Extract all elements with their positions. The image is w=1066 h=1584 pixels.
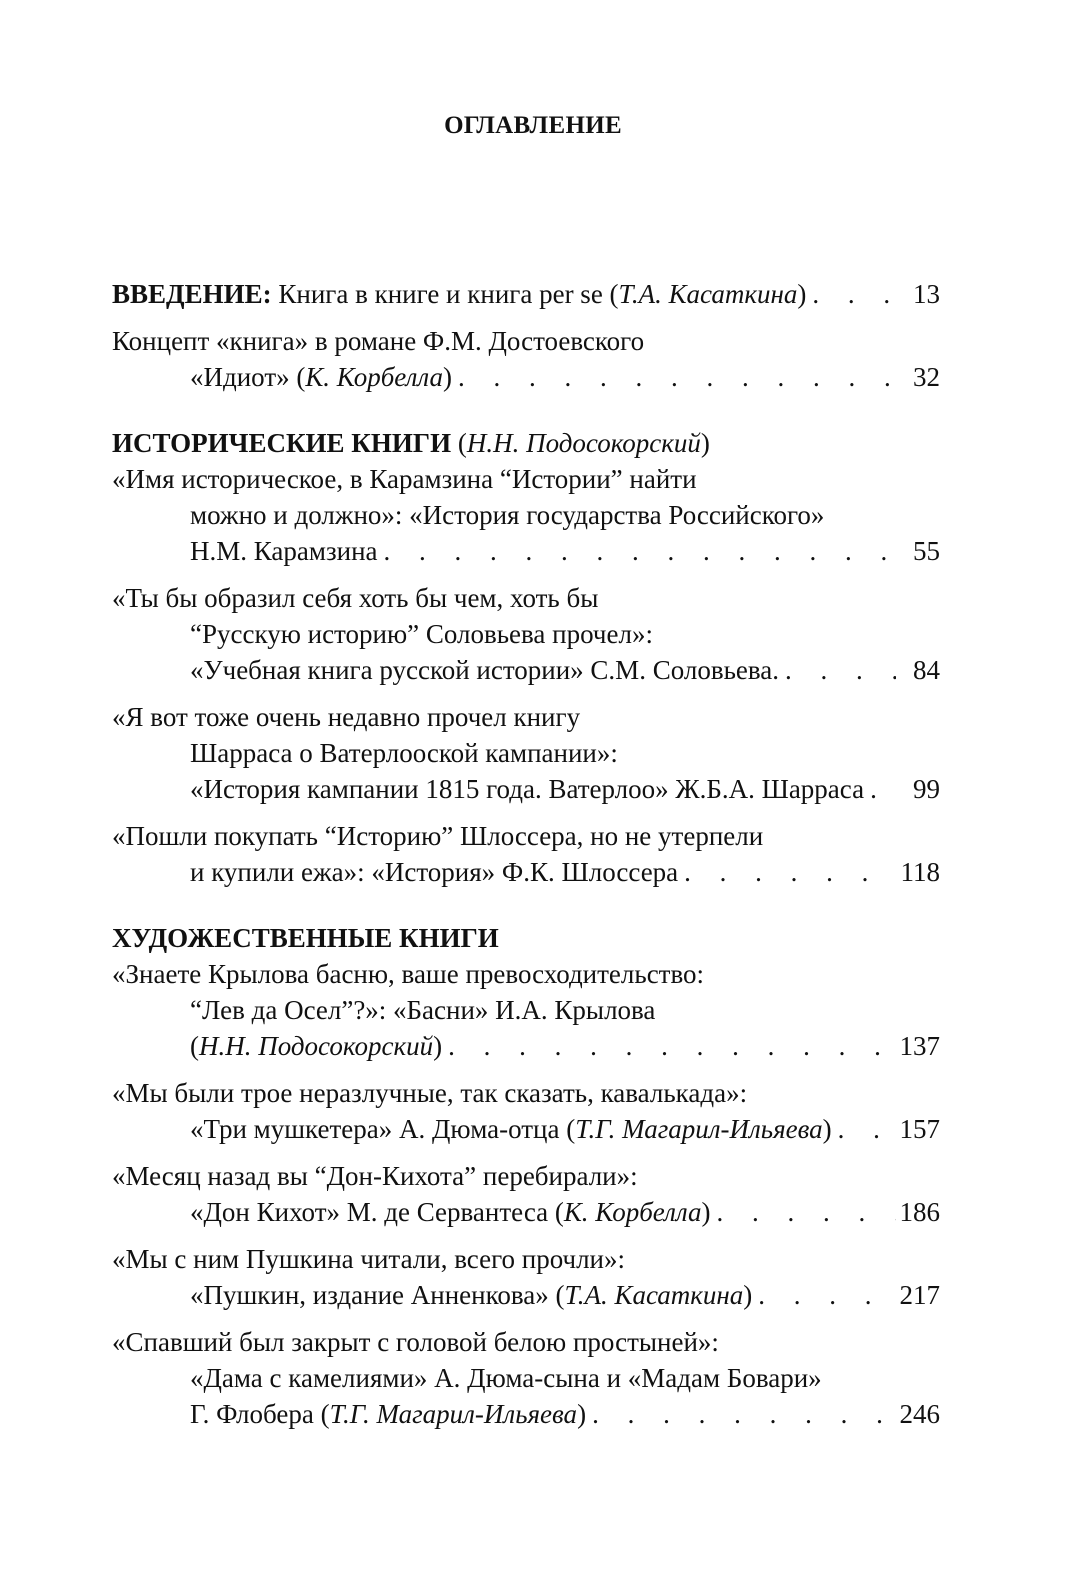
toc-entry-introduction[interactable] <box>112 276 940 312</box>
author-name: К. Корбелла <box>563 1197 702 1227</box>
page-number: 157 <box>899 1114 940 1144</box>
table-of-contents <box>112 276 940 1443</box>
toc-entry-idiot[interactable]: Концепт «книга» в романе Ф.М. Достоевского «Идиот» (К. Корбелла) . . . 32 <box>112 323 940 395</box>
dot-leader <box>838 1111 896 1147</box>
toc-entry-pushkin[interactable]: «Мы с ним Пушкина читали, всего прочли»: «Пушкин, издание Анненкова» (Т.А. Касаткина) . . . 217 <box>112 1241 940 1313</box>
page-number: 186 <box>899 1197 940 1227</box>
section-heading-fiction: ХУДОЖЕСТВЕННЫЕ КНИГИ <box>112 923 499 953</box>
dot-leader <box>785 652 896 688</box>
toc-entry-karamzin[interactable]: «Имя историческое, в Карамзина “Истории” найти можно и должно»: «История государства Российского» Н.М. Карамзина . . . 55 <box>112 461 940 569</box>
toc-entry-soloviev[interactable]: «Ты бы образил себя хоть бы чем, хоть бы “Русскую историю” Соловьева прочел»: «Учебная книга русской истории» С.М. Соловьева. . . . 84 <box>112 580 940 688</box>
entry-title: «Я вот тоже очень недавно прочел книгу <box>112 702 581 732</box>
page-number: 118 <box>900 857 940 887</box>
section-label: ВВЕДЕНИЕ: <box>112 279 272 309</box>
dot-leader <box>448 1028 896 1064</box>
entry-title: ВВЕДЕНИЕ: Книга в книге и книга per se (Т.А. Касаткина) <box>112 279 807 309</box>
toc-entry-charras[interactable]: «Я вот тоже очень недавно прочел книгу Шарраса о Ватерлооской кампании»: «История кампании 1815 года. Ватерлоо» Ж.Б.А. Шарраса . . . 99 <box>112 699 940 807</box>
entry-title: «Мы были трое неразлучные, так сказать, кавалькада»: <box>112 1078 748 1108</box>
dot-leader <box>684 854 896 890</box>
entry-title: «Имя историческое, в Карамзина “Истории” найти <box>112 464 697 494</box>
author-name: Н.Н. Подосокорский <box>199 1031 434 1061</box>
editor-name: Н.Н. Подосокорский <box>466 428 701 458</box>
entry-title: «Месяц назад вы “Дон-Кихота” перебирали»: <box>112 1161 638 1191</box>
entry-title: «Мы с ним Пушкина читали, всего прочли»: <box>112 1244 625 1274</box>
page-number: 246 <box>899 1399 940 1429</box>
entry-title: «Ты бы образил себя хоть бы чем, хоть бы <box>112 583 599 613</box>
entry-title: Концепт «книга» в романе Ф.М. Достоевского <box>112 326 645 356</box>
page-number: 55 <box>913 536 940 566</box>
toc-line <box>112 276 940 312</box>
section-heading-historical: ИСТОРИЧЕСКИЕ КНИГИ (Н.Н. Подосокорский) <box>112 428 710 458</box>
dot-leader <box>458 359 896 395</box>
toc-entry-dumas-musketeers[interactable]: «Мы были трое неразлучные, так сказать, кавалькада»: «Три мушкетера» А. Дюма-отца (Т.Г. Магарил-Ильяева) . . . 157 <box>112 1075 940 1147</box>
page-title: ОГЛАВЛЕНИЕ <box>444 112 622 139</box>
dot-leader <box>758 1277 896 1313</box>
author-name: Т.Г. Магарил-Ильяева <box>575 1114 823 1144</box>
dot-leader <box>870 771 896 807</box>
entry-title: «Знаете Крылова басню, ваше превосходительство: <box>112 959 705 989</box>
page-number: 217 <box>899 1280 940 1310</box>
dot-leader <box>812 276 896 312</box>
page-number: 137 <box>899 1031 940 1061</box>
toc-entry-cervantes[interactable]: «Месяц назад вы “Дон-Кихота” перебирали»: «Дон Кихот» М. де Сервантеса (К. Корбелла) . . . 186 <box>112 1158 940 1230</box>
dot-leader <box>716 1194 896 1230</box>
toc-entry-schlosser[interactable]: «Пошли покупать “Историю” Шлоссера, но не утерпели и купили ежа»: «История» Ф.К. Шлоссера . . . 118 <box>112 818 940 890</box>
entry-title: «Спавший был закрыт с головой белою простыней»: <box>112 1327 719 1357</box>
toc-entry-dumas-flaubert[interactable]: «Спавший был закрыт с головой белою простыней»: «Дама с камелиями» А. Дюма-сына и «Мадам Бовари» Г. Флобера (Т.Г. Магарил-Ильяева) . . . 246 <box>112 1324 940 1432</box>
page-number: 32 <box>913 362 940 392</box>
author-name: Т.А. Касаткина <box>618 279 798 309</box>
toc-entry-krylov[interactable]: «Знаете Крылова басню, ваше превосходительство: “Лев да Осел”?»: «Басни» И.А. Крылова (Н.Н. Подосокорский) . . . 137 <box>112 956 940 1064</box>
page-number: 99 <box>913 774 940 804</box>
author-name: Т.А. Касаткина <box>564 1280 744 1310</box>
dot-leader <box>384 533 896 569</box>
page-number: 84 <box>913 655 940 685</box>
page-number: 13 <box>913 279 940 309</box>
entry-title: «Пошли покупать “Историю” Шлоссера, но не утерпели <box>112 821 764 851</box>
author-name: Т.Г. Магарил-Ильяева <box>329 1399 578 1429</box>
author-name: К. Корбелла <box>305 362 443 392</box>
dot-leader <box>592 1396 896 1432</box>
